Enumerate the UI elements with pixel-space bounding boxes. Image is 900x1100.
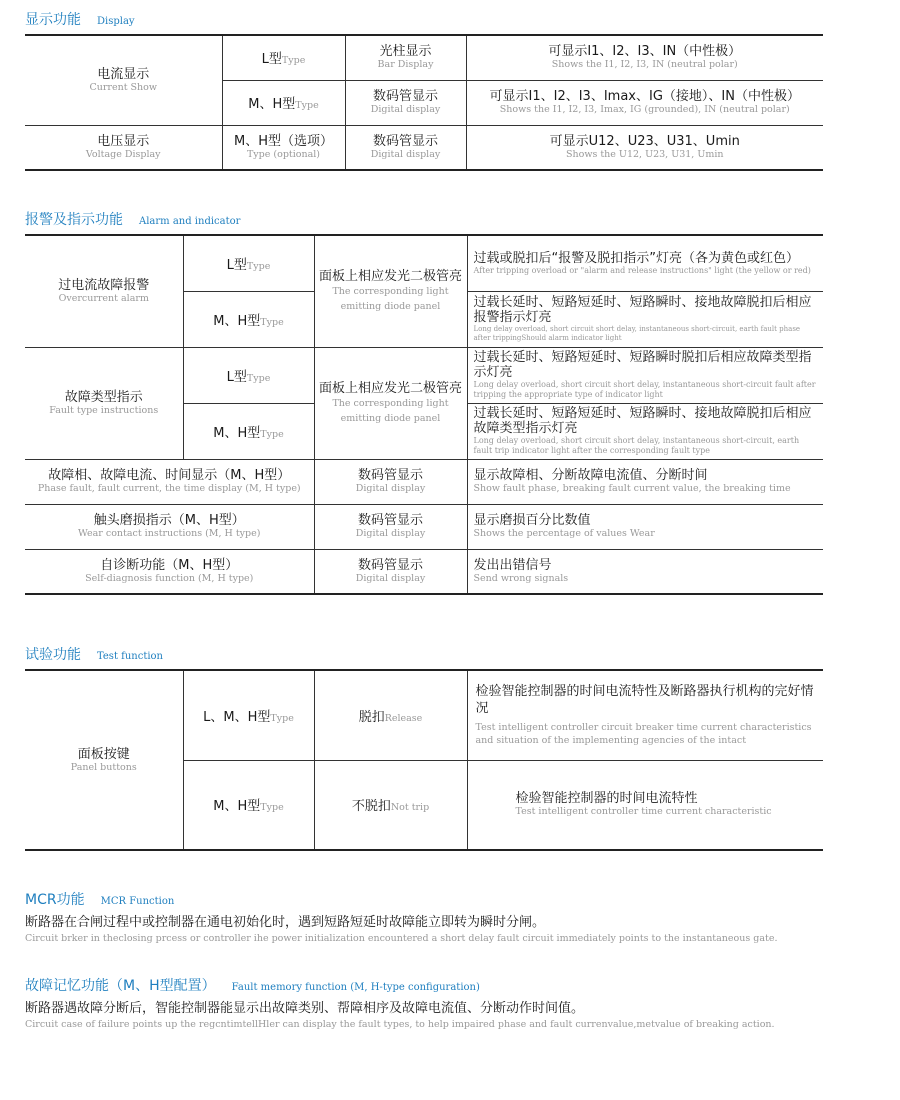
- display-table: [25, 34, 823, 171]
- mode-cell: [314, 549, 467, 594]
- memory-title-cn: 故障记忆功能（M、H型配置）: [25, 978, 216, 994]
- type-label: M、H型: [213, 313, 261, 329]
- mode-label: 数码管显示: [357, 468, 423, 483]
- mcr-title-cn: MCR功能: [25, 892, 85, 908]
- overcurrent-alarm-label-en: Overcurrent alarm: [58, 292, 149, 304]
- desc-text: 检验智能控制器的时间电流特性及断路器执行机构的完好情况: [475, 684, 814, 717]
- panel-buttons-label-en: Panel buttons: [70, 761, 137, 773]
- mode-label-en: Not trip: [390, 802, 430, 814]
- display-section-title: [25, 9, 135, 29]
- desc-text-en: Test intelligent controller time current characteristic: [515, 806, 772, 818]
- type-label-en: Type: [295, 100, 319, 111]
- desc-text: 过载长延时、短路短延时、短路瞬时、接地故障脱扣后相应报警指示灯亮: [473, 295, 812, 325]
- memory-body-en: Circuit case of failure points up the regcntimtellHler can display the fault types, to help impaired phase and fault currenvalue,metvalue of breaking action.: [25, 1019, 775, 1030]
- desc-text: 显示磨损百分比数值: [473, 513, 591, 528]
- panel-led-label: 面板上相应发光二极管亮: [318, 268, 462, 284]
- mode-label-en: Digital display: [355, 483, 426, 494]
- desc-cell: [467, 347, 823, 403]
- test-table: [25, 669, 823, 851]
- desc-text: 发出出错信号: [473, 557, 552, 573]
- self-diagnosis-cell: [25, 549, 314, 594]
- desc-cell: [467, 459, 823, 504]
- desc-cell: [467, 403, 823, 459]
- alarm-title-en: Alarm and indicator: [139, 216, 241, 227]
- mode-cell: [314, 670, 467, 760]
- panel-led-cell: [314, 235, 467, 347]
- desc-text-en: Shows the percentage of values Wear: [473, 528, 655, 539]
- type-cell: [183, 403, 314, 459]
- voltage-display-label-en: Voltage Display: [85, 148, 161, 160]
- desc-text-en: After tripping overload or "alarm and release instructions" light (the yellow or red): [473, 265, 811, 275]
- desc-text: 过载或脱扣后“报警及脱扣指示”灯亮（各为黄色或红色）: [473, 250, 799, 266]
- mode-cell: [314, 504, 467, 549]
- mode-label-en: Digital display: [355, 528, 426, 539]
- desc-text-en: Long delay overload, short circuit short delay, instantaneous short-circuit fault after tripping the appropriate type of indicator light: [473, 380, 816, 399]
- mode-label: 数码管显示: [372, 133, 438, 149]
- type-label-en: Type: [281, 55, 306, 67]
- mode-cell: [345, 125, 466, 170]
- type-label: M、H型: [213, 425, 261, 441]
- memory-section-title: [25, 975, 480, 995]
- fault-phase-label-en: Phase fault, fault current, the time display (M, H type): [37, 483, 301, 494]
- display-title-en: Display: [97, 16, 135, 27]
- desc-text: 可显示I1、I2、I3、Imax、IG（接地）、IN（中性极）: [489, 89, 800, 104]
- type-cell: [183, 347, 314, 403]
- overcurrent-alarm-label: 过电流故障报警: [58, 277, 150, 293]
- desc-cell: [467, 549, 823, 594]
- current-display-label-en: Current Show: [89, 81, 158, 93]
- mode-label-en: Digital display: [370, 148, 441, 160]
- panel-buttons-label: 面板按键: [77, 746, 130, 762]
- type-cell: [222, 125, 345, 170]
- wear-contact-label: 触头磨损指示（M、H型）: [93, 513, 245, 528]
- mode-cell: [314, 760, 467, 850]
- type-label: L、M、H型: [203, 709, 271, 725]
- desc-text-en: Send wrong signals: [473, 572, 569, 584]
- desc-cell: [467, 235, 823, 291]
- desc-cell: [466, 35, 823, 80]
- type-cell: [183, 235, 314, 291]
- desc-text: 可显示I1、I2、I3、IN（中性极）: [548, 44, 742, 60]
- desc-text-en: Show fault phase, breaking fault current value, the breaking time: [473, 483, 791, 494]
- fault-type-cell: [25, 347, 183, 459]
- voltage-display-cell: [25, 125, 222, 170]
- mode-label-en: Digital display: [370, 104, 441, 115]
- desc-text: 可显示U12、U23、U31、Umin: [549, 133, 740, 149]
- self-diagnosis-label-en: Self-diagnosis function (M, H type): [85, 572, 254, 584]
- mode-label-en: Release: [384, 712, 423, 724]
- desc-text-en: Long delay overload, short circuit short delay, instantaneous short-circuit, earth fault trip indicator light after the corresponding fault type: [473, 436, 800, 455]
- memory-body: 断路器遇故障分断后，智能控制器能显示出故障类别、帮障相序及故障电流值、分断动作时间值。: [25, 1001, 585, 1016]
- fault-phase-cell: [25, 459, 314, 504]
- current-display-cell: [25, 35, 222, 125]
- fault-type-label: 故障类型指示: [64, 389, 143, 405]
- mode-label-en: Bar Display: [377, 59, 434, 71]
- desc-cell: [466, 80, 823, 125]
- desc-text-en: Shows the I1, I2, I3, Imax, IG (grounded), IN (neutral polar): [499, 104, 790, 115]
- wear-contact-label-en: Wear contact instructions (M, H type): [78, 528, 261, 539]
- mcr-body-en: Circuit brker in theclosing prcess or controller ihe power initialization encountered a short delay fault circuit immediately points to the instantaneous gate.: [25, 933, 778, 944]
- mcr-title-en: MCR Function: [100, 896, 175, 907]
- type-label: L型: [226, 257, 247, 273]
- type-label: L型: [261, 52, 282, 68]
- desc-text: 过载长延时、短路短延时、短路瞬时、接地故障脱扣后相应故障类型指示灯亮: [473, 406, 812, 436]
- type-label-en: Type: [260, 802, 284, 814]
- desc-text: 检验智能控制器的时间电流特性: [515, 791, 698, 807]
- mode-cell: [314, 459, 467, 504]
- desc-text: 显示故障相、分断故障电流值、分断时间: [473, 468, 708, 483]
- type-cell: [222, 80, 345, 125]
- voltage-display-label: 电压显示: [97, 133, 150, 149]
- alarm-section-title: [25, 209, 240, 229]
- alarm-title-cn: 报警及指示功能: [25, 212, 123, 228]
- fault-phase-label: 故障相、故障电流、时间显示（M、H型）: [48, 468, 291, 483]
- desc-cell: [467, 670, 823, 760]
- desc-text: 过载长延时、短路短延时、短路瞬时脱扣后相应故障类型指示灯亮: [473, 350, 812, 380]
- type-cell: [222, 35, 345, 80]
- test-section-title: [25, 644, 163, 664]
- mode-label-en: Digital display: [355, 572, 426, 584]
- type-cell: [183, 760, 314, 850]
- panel-led-label-en: The corresponding light emitting diode panel: [332, 285, 449, 312]
- type-cell: [183, 670, 314, 760]
- mode-cell: [345, 35, 466, 80]
- desc-cell: [467, 760, 823, 850]
- current-display-label: 电流显示: [97, 66, 150, 82]
- wear-contact-cell: [25, 504, 314, 549]
- type-cell: [183, 291, 314, 347]
- memory-title-en: Fault memory function (M, H-type configuration): [231, 982, 480, 993]
- type-label: M、H型（选项）: [234, 133, 333, 149]
- self-diagnosis-label: 自诊断功能（M、H型）: [100, 557, 239, 573]
- desc-cell: [467, 291, 823, 347]
- mode-label: 脱扣: [358, 709, 385, 725]
- test-title-en: Test function: [97, 651, 164, 662]
- fault-type-label-en: Fault type instructions: [49, 404, 159, 416]
- test-title-cn: 试验功能: [25, 647, 81, 663]
- mode-label: 光柱显示: [379, 44, 432, 60]
- desc-cell: [467, 504, 823, 549]
- desc-text-en: Shows the U12, U23, U31, Umin: [565, 148, 724, 160]
- type-label: M、H型: [248, 97, 296, 112]
- panel-buttons-cell: [25, 670, 183, 850]
- panel-led-label: 面板上相应发光二极管亮: [318, 380, 462, 396]
- type-label: M、H型: [213, 799, 261, 815]
- alarm-table: [25, 234, 823, 595]
- overcurrent-alarm-cell: [25, 235, 183, 347]
- type-label-en: Type: [260, 428, 284, 440]
- type-label-en: Type: [260, 316, 284, 328]
- mcr-section-title: [25, 889, 174, 909]
- desc-text-en: Shows the I1, I2, I3, IN (neutral polar): [551, 59, 738, 71]
- desc-text-en: Test intelligent controller circuit breaker time current characteristics and situation of the implementing agencies of the intact: [475, 722, 812, 747]
- display-title-cn: 显示功能: [25, 12, 81, 28]
- type-label-en: Type: [246, 260, 271, 272]
- mode-label: 数码管显示: [372, 89, 438, 104]
- mode-cell: [345, 80, 466, 125]
- mcr-body: 断路器在合闸过程中或控制器在通电初始化时，遇到短路短延时故障能立即转为瞬时分闸。: [25, 915, 546, 930]
- mode-label: 数码管显示: [357, 557, 423, 573]
- panel-led-label-en: The corresponding light emitting diode panel: [332, 397, 449, 424]
- desc-cell: [466, 125, 823, 170]
- type-label-en: Type: [270, 712, 294, 724]
- mode-label: 数码管显示: [357, 513, 423, 528]
- type-label: L型: [226, 369, 247, 385]
- desc-text-en: Long delay overload, short circuit short delay, instantaneous short-circuit, earth fault phase after trippingShould alarm indicator light: [473, 325, 801, 342]
- panel-led-cell: [314, 347, 467, 459]
- mode-label: 不脱扣: [351, 799, 391, 815]
- type-label-en: Type: [246, 372, 271, 384]
- type-label-en: Type (optional): [246, 148, 321, 160]
